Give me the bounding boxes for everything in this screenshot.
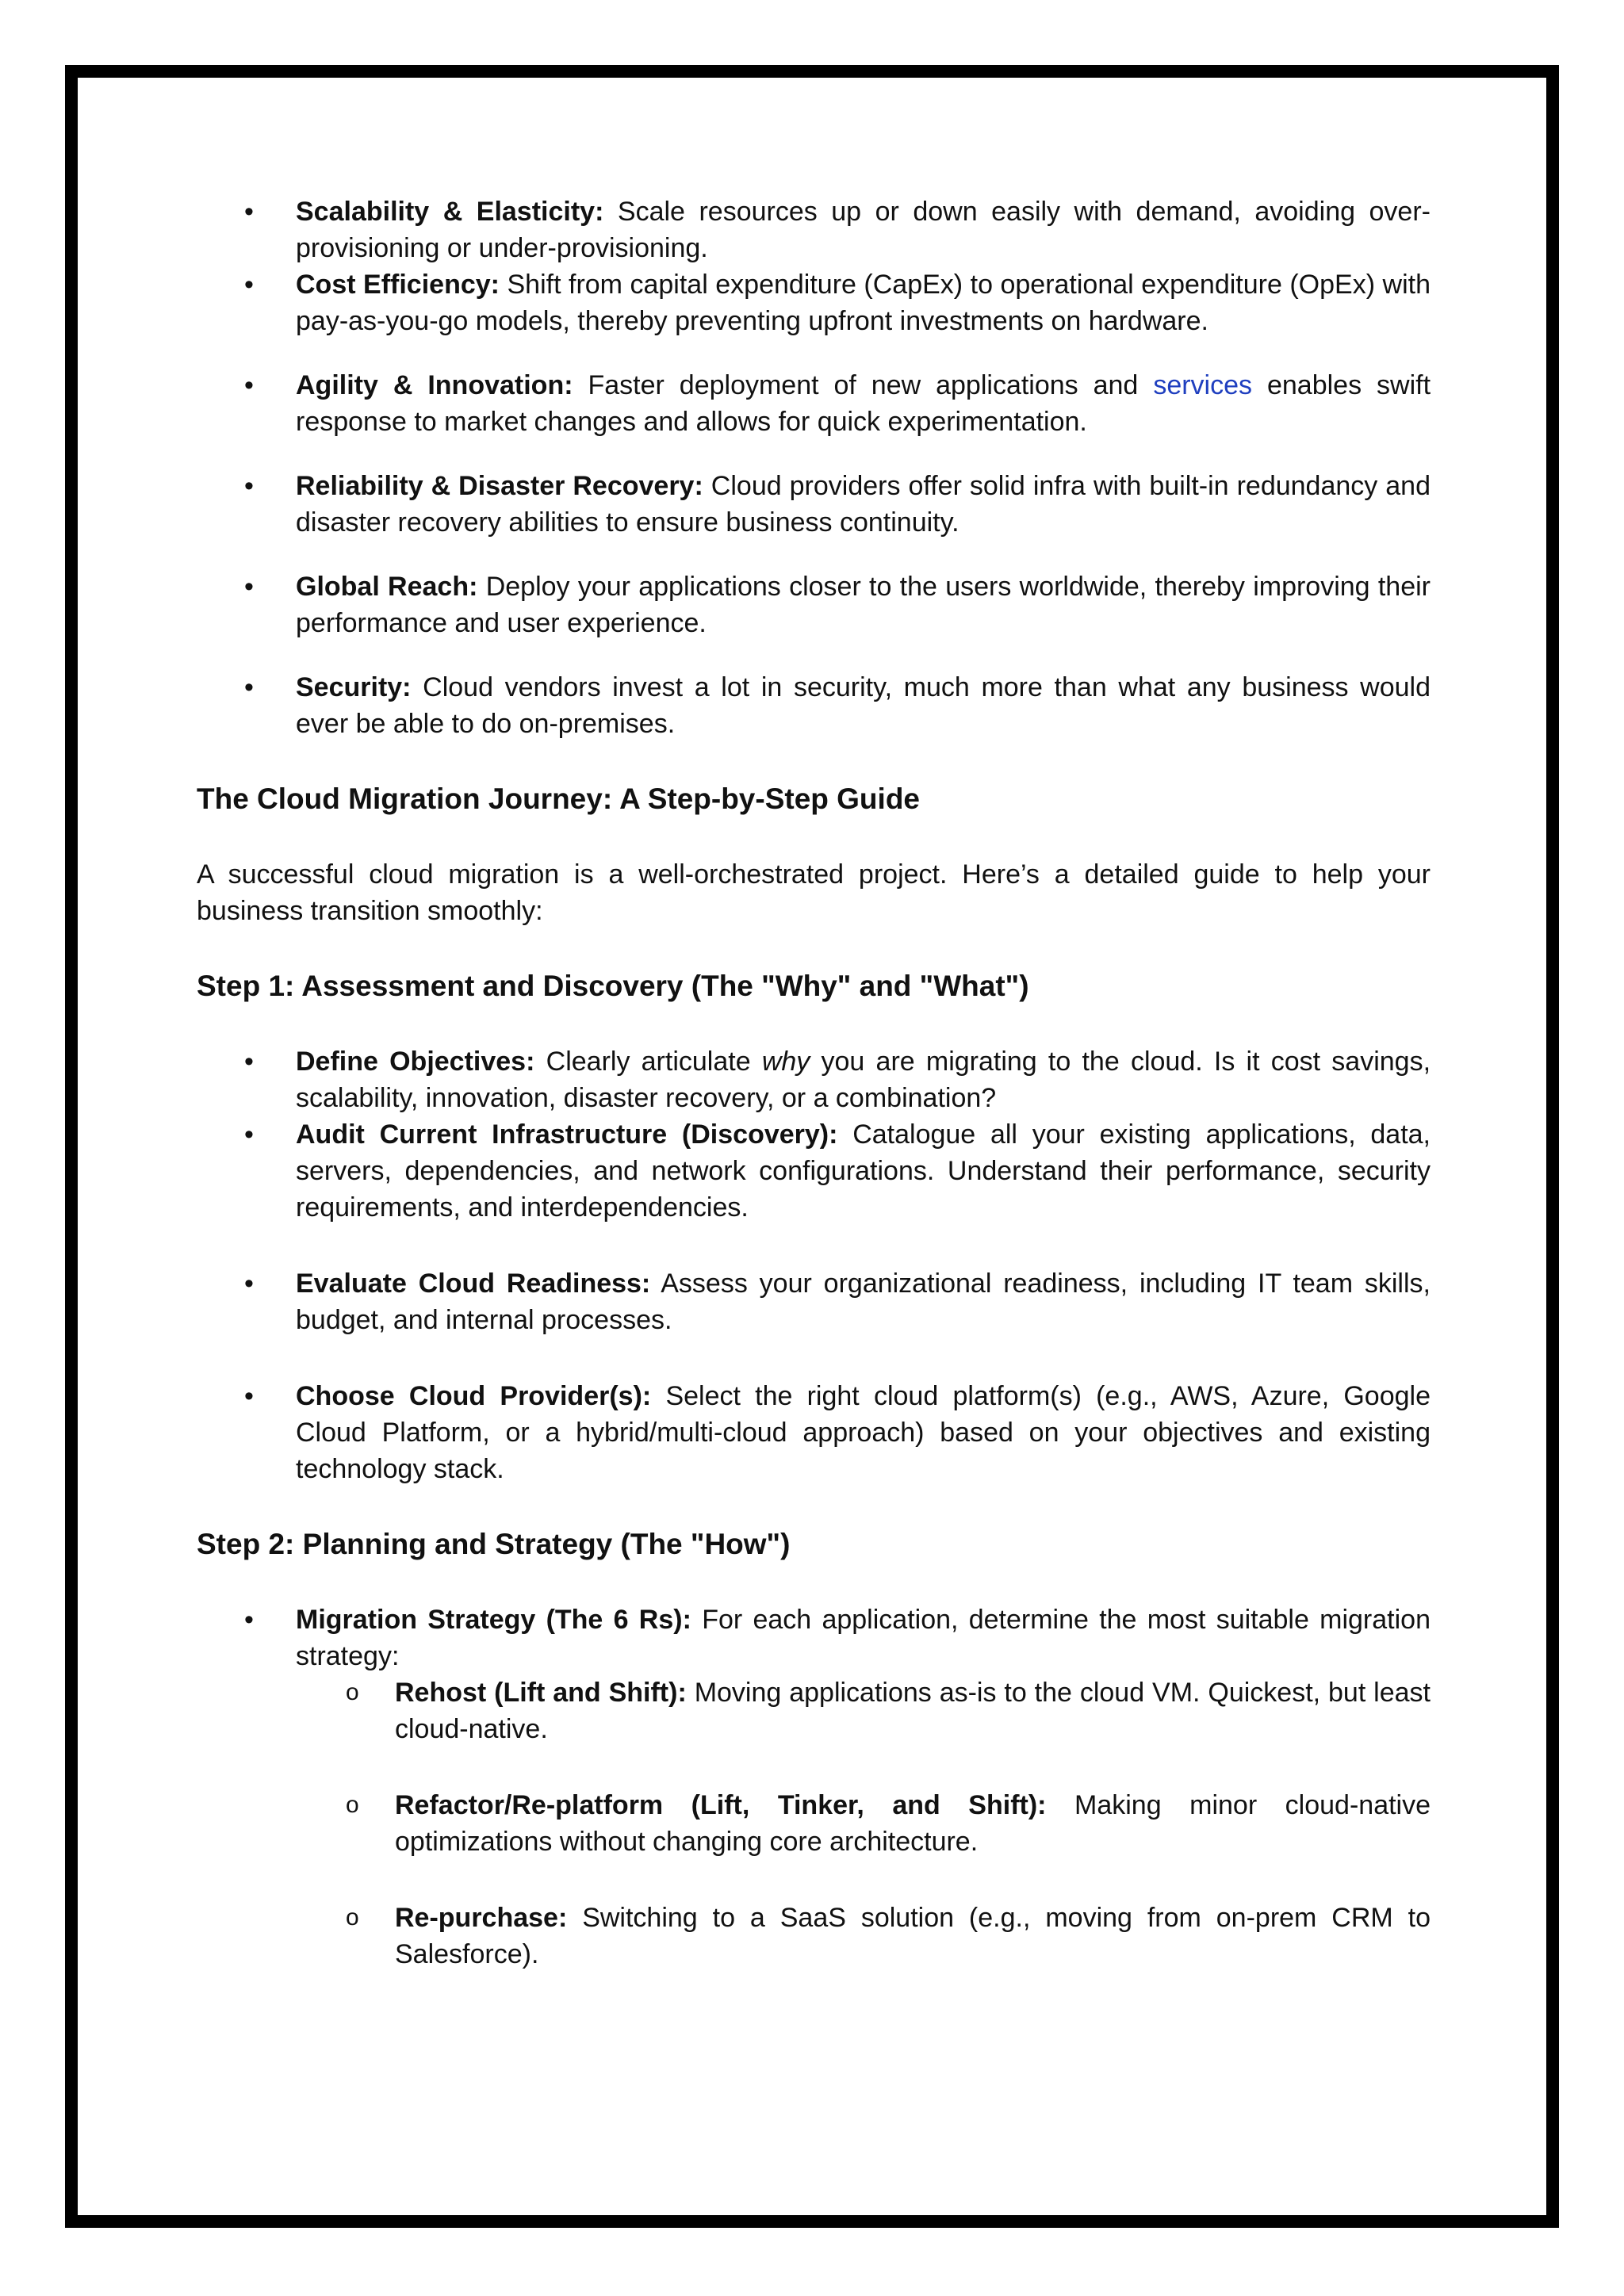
sub-item-text: Switching to a SaaS solution (e.g., moving from on-prem CRM to Salesforce). bbox=[395, 1903, 1431, 1969]
sub-item-repurchase bbox=[197, 1900, 1431, 1973]
list-item-term: Cost Efficiency: bbox=[296, 270, 500, 300]
bullet-icon: • bbox=[244, 672, 254, 702]
list-item-audit-infrastructure bbox=[197, 1116, 1431, 1226]
list-item-text: Shift from capital expenditure (CapEx) to operational expenditure (OpEx) with pay-as-you-go models, thereby preventing upfront investments on hardware. bbox=[296, 270, 1431, 336]
bullet-icon: • bbox=[244, 572, 254, 602]
journey-intro: A successful cloud migration is a well-orchestrated project. Here’s a detailed guide to help your business transition smoothly: bbox=[197, 859, 1431, 926]
bullet-icon: • bbox=[244, 270, 254, 300]
list-item-term: Audit Current Infrastructure (Discovery): bbox=[296, 1119, 838, 1150]
list-item-text: you are migrating to the cloud. Is it cost savings, scalability, innovation, disaster recovery, or a combination? bbox=[296, 1047, 1431, 1113]
sub-item-term: Refactor/Re-platform (Lift, Tinker, and Shift): bbox=[395, 1790, 1047, 1820]
sub-item-refactor bbox=[197, 1787, 1431, 1860]
list-item-text: Select the right cloud platform(s) (e.g., AWS, Azure, Google Cloud Platform, or a hybrid/multi-cloud approach) based on your objectives and existing technology stack. bbox=[296, 1381, 1431, 1484]
list-item-text: For each application, determine the most suitable migration strategy: bbox=[296, 1605, 1431, 1671]
list-item-text: enables swift response to market changes and allows for quick experimentation. bbox=[296, 370, 1431, 437]
bullet-icon: • bbox=[244, 471, 254, 501]
list-item-term: Choose Cloud Provider(s): bbox=[296, 1381, 652, 1411]
list-item-term: Agility & Innovation: bbox=[296, 370, 573, 400]
list-item-cost-efficiency bbox=[197, 266, 1431, 339]
list-item-text: Clearly articulate bbox=[546, 1047, 751, 1077]
list-item-text: Catalogue all your existing applications, data, servers, dependencies, and network configurations. Understand their performance, security requirements, and interdependencies. bbox=[296, 1119, 1431, 1223]
list-item-cloud-readiness bbox=[197, 1265, 1431, 1338]
list-item-text: Deploy your applications closer to the users worldwide, thereby improving their performance and user experience. bbox=[296, 572, 1431, 638]
list-item-migration-strategy bbox=[197, 1601, 1431, 1674]
bullet-icon: • bbox=[244, 370, 254, 400]
list-item-term: Define Objectives: bbox=[296, 1047, 535, 1077]
section-heading-step-2: Step 2: Planning and Strategy (The "How") bbox=[197, 1528, 791, 1560]
sub-item-rehost bbox=[197, 1674, 1431, 1747]
list-item-text: Scale resources up or down easily with demand, avoiding over-provisioning or under-provisioning. bbox=[296, 197, 1431, 263]
sub-item-term: Re-purchase: bbox=[395, 1903, 568, 1933]
list-item-term: Reliability & Disaster Recovery: bbox=[296, 471, 703, 501]
sub-item-text: Moving applications as-is to the cloud VM. Quickest, but least cloud-native. bbox=[395, 1678, 1431, 1744]
circle-bullet-icon: o bbox=[346, 1904, 359, 1931]
list-item-text: Assess your organizational readiness, including IT team skills, budget, and internal processes. bbox=[296, 1269, 1431, 1335]
services-link[interactable]: services bbox=[1153, 370, 1253, 400]
list-item-term: Security: bbox=[296, 672, 412, 702]
circle-bullet-icon: o bbox=[346, 1792, 359, 1818]
document-body bbox=[197, 193, 1431, 1973]
bullet-icon: • bbox=[244, 1047, 254, 1077]
list-item-text: Cloud vendors invest a lot in security, much more than what any business would ever be able to do on-premises. bbox=[296, 672, 1431, 739]
list-item-text: Faster deployment of new applications and bbox=[588, 370, 1139, 400]
sub-item-text: Making minor cloud-native optimizations without changing core architecture. bbox=[395, 1790, 1431, 1857]
circle-bullet-icon: o bbox=[346, 1679, 359, 1705]
list-item-emphasis: why bbox=[761, 1047, 810, 1077]
section-heading-step-1: Step 1: Assessment and Discovery (The "Why" and "What") bbox=[197, 970, 1029, 1002]
list-item-term: Migration Strategy (The 6 Rs): bbox=[296, 1605, 691, 1635]
bullet-icon: • bbox=[244, 1605, 254, 1635]
sub-item-term: Rehost (Lift and Shift): bbox=[395, 1678, 687, 1708]
list-item-choose-provider bbox=[197, 1378, 1431, 1487]
bullet-icon: • bbox=[244, 1381, 254, 1411]
list-item-security bbox=[197, 669, 1431, 742]
list-item-text: Cloud providers offer solid infra with built-in redundancy and disaster recovery abilities to ensure business continuity. bbox=[296, 471, 1431, 538]
list-item-reliability bbox=[197, 468, 1431, 541]
list-item-global-reach bbox=[197, 568, 1431, 641]
list-item-term: Global Reach: bbox=[296, 572, 478, 602]
list-item-define-objectives bbox=[197, 1043, 1431, 1116]
list-item-term: Evaluate Cloud Readiness: bbox=[296, 1269, 651, 1299]
list-item-term: Scalability & Elasticity: bbox=[296, 197, 604, 227]
list-item-scalability bbox=[197, 193, 1431, 266]
bullet-icon: • bbox=[244, 1119, 254, 1150]
section-heading-journey: The Cloud Migration Journey: A Step-by-Step Guide bbox=[197, 783, 920, 815]
bullet-icon: • bbox=[244, 1269, 254, 1299]
list-item-agility bbox=[197, 367, 1431, 440]
bullet-icon: • bbox=[244, 197, 254, 227]
